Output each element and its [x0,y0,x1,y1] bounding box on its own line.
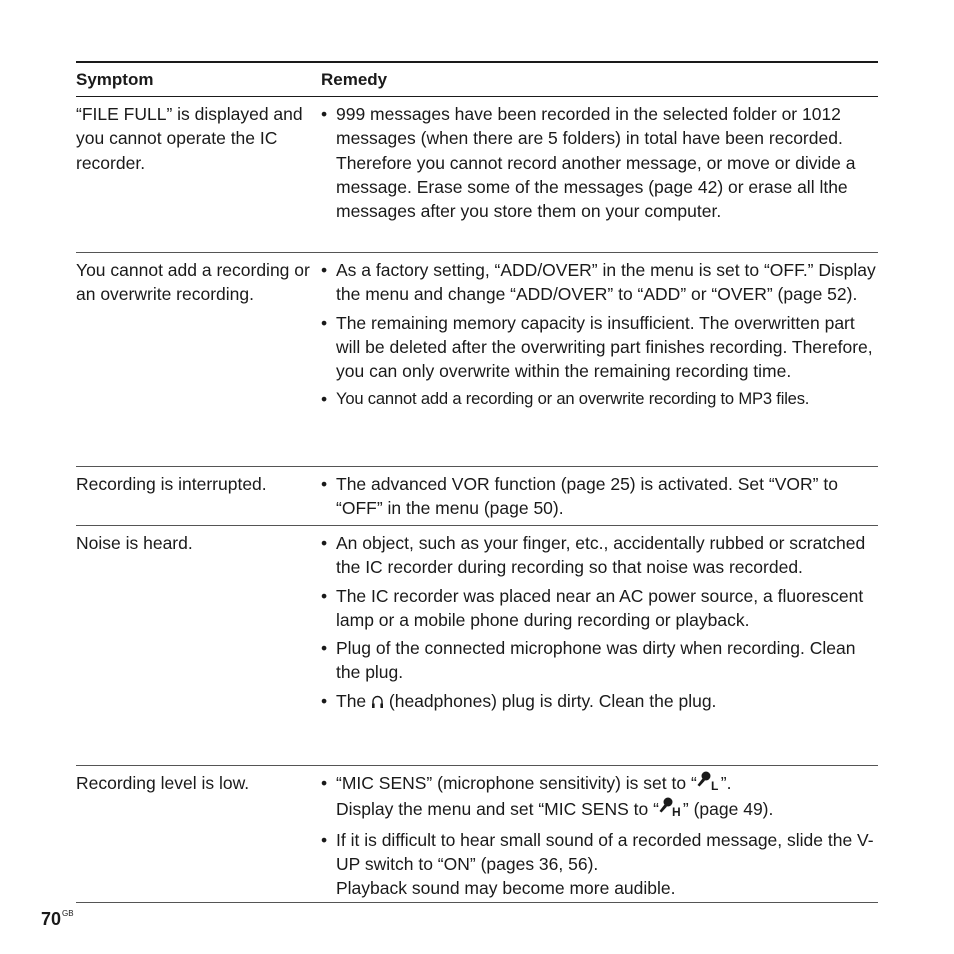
symptom-cell: You cannot add a recording or an overwrite recording. [76,260,310,305]
table-row [76,526,878,766]
bullet: • [321,773,328,793]
bullet: • [321,690,328,711]
remedy-item: • The remaining memory capacity is insufficient. The overwritten part will be deleted after the overwriting part finishes recording. Therefore, you can only overwrite within the remaining recording time. [321,311,878,384]
bullet: • [321,474,328,494]
symptom-header: Symptom [76,69,154,89]
page-suffix: GB [62,909,74,918]
table-row [76,467,878,526]
bullet: • [321,533,328,553]
remedy-item: • As a factory setting, “ADD/OVER” in the menu is set to “OFF.” Display the menu and change “ADD/OVER” to “ADD” or “OVER” (page 52). [321,258,878,307]
mic-low-letter: L [710,779,719,791]
remedy-item: • The IC recorder was placed near an AC power source, a fluorescent lamp or a mobile phone during recording or playback. [321,584,878,633]
page-number: $70^{GB}$ [41,909,74,929]
headphones-icon [371,691,384,715]
table-row [76,97,878,253]
mic-high-icon [659,797,683,823]
table-row [76,253,878,467]
bullet: • [321,638,328,659]
troubleshooting-table [76,61,878,903]
remedy-item: • An object, such as your finger, etc., accidentally rubbed or scratched the IC recorder during recording so that noise was recorded. [321,531,878,580]
remedy-cell [321,97,878,252]
remedy-item: • “MIC SENS” (microphone sensitivity) is set to “ L ”. Display the menu and set “MIC SENS to “ H ” (page 49). [321,771,878,824]
bullet: • [321,585,328,606]
mic-low-icon [697,771,721,797]
remedy-cell [321,526,878,765]
remedy-header: Remedy [321,69,388,89]
bullet: • [321,260,328,280]
remedy-item: • You cannot add a recording or an overwrite recording to MP3 files. [321,387,878,411]
remedy-cell [321,467,878,525]
symptom-cell: Recording level is low. [76,773,250,793]
remedy-cell [321,253,878,466]
table-header [76,61,878,97]
bullet: • [321,104,328,124]
bullet: • [321,829,328,850]
symptom-cell: “FILE FULL” is displayed and you cannot operate the IC recorder. [76,104,303,173]
remedy-item: • The (headphones) plug is dirty. Clean the plug. [321,689,878,715]
remedy-item: • Plug of the connected microphone was dirty when recording. Clean the plug. [321,636,878,685]
symptom-cell: Recording is interrupted. [76,474,267,494]
symptom-cell: Noise is heard. [76,533,193,553]
remedy-item: • 999 messages have been recorded in the selected folder or 1012 messages (when there are 5 folders) in total have been recorded. Therefore you cannot record another message, or move or divide a message. Erase some of the messages (page 42) or erase all lthe messages after you store them on your computer. [321,102,878,223]
remedy-cell [321,766,878,902]
table-row [76,766,878,903]
bullet: • [321,389,328,410]
remedy-item: • If it is difficult to hear small sound of a recorded message, slide the V-UP switch to “ON” (pages 36, 56). Playback sound may become more audible. [321,828,878,901]
bullet: • [321,312,328,333]
remedy-item: • The advanced VOR function (page 25) is activated. Set “VOR” to “OFF” in the menu (page 50). [321,472,878,521]
mic-high-letter: H [671,805,681,818]
